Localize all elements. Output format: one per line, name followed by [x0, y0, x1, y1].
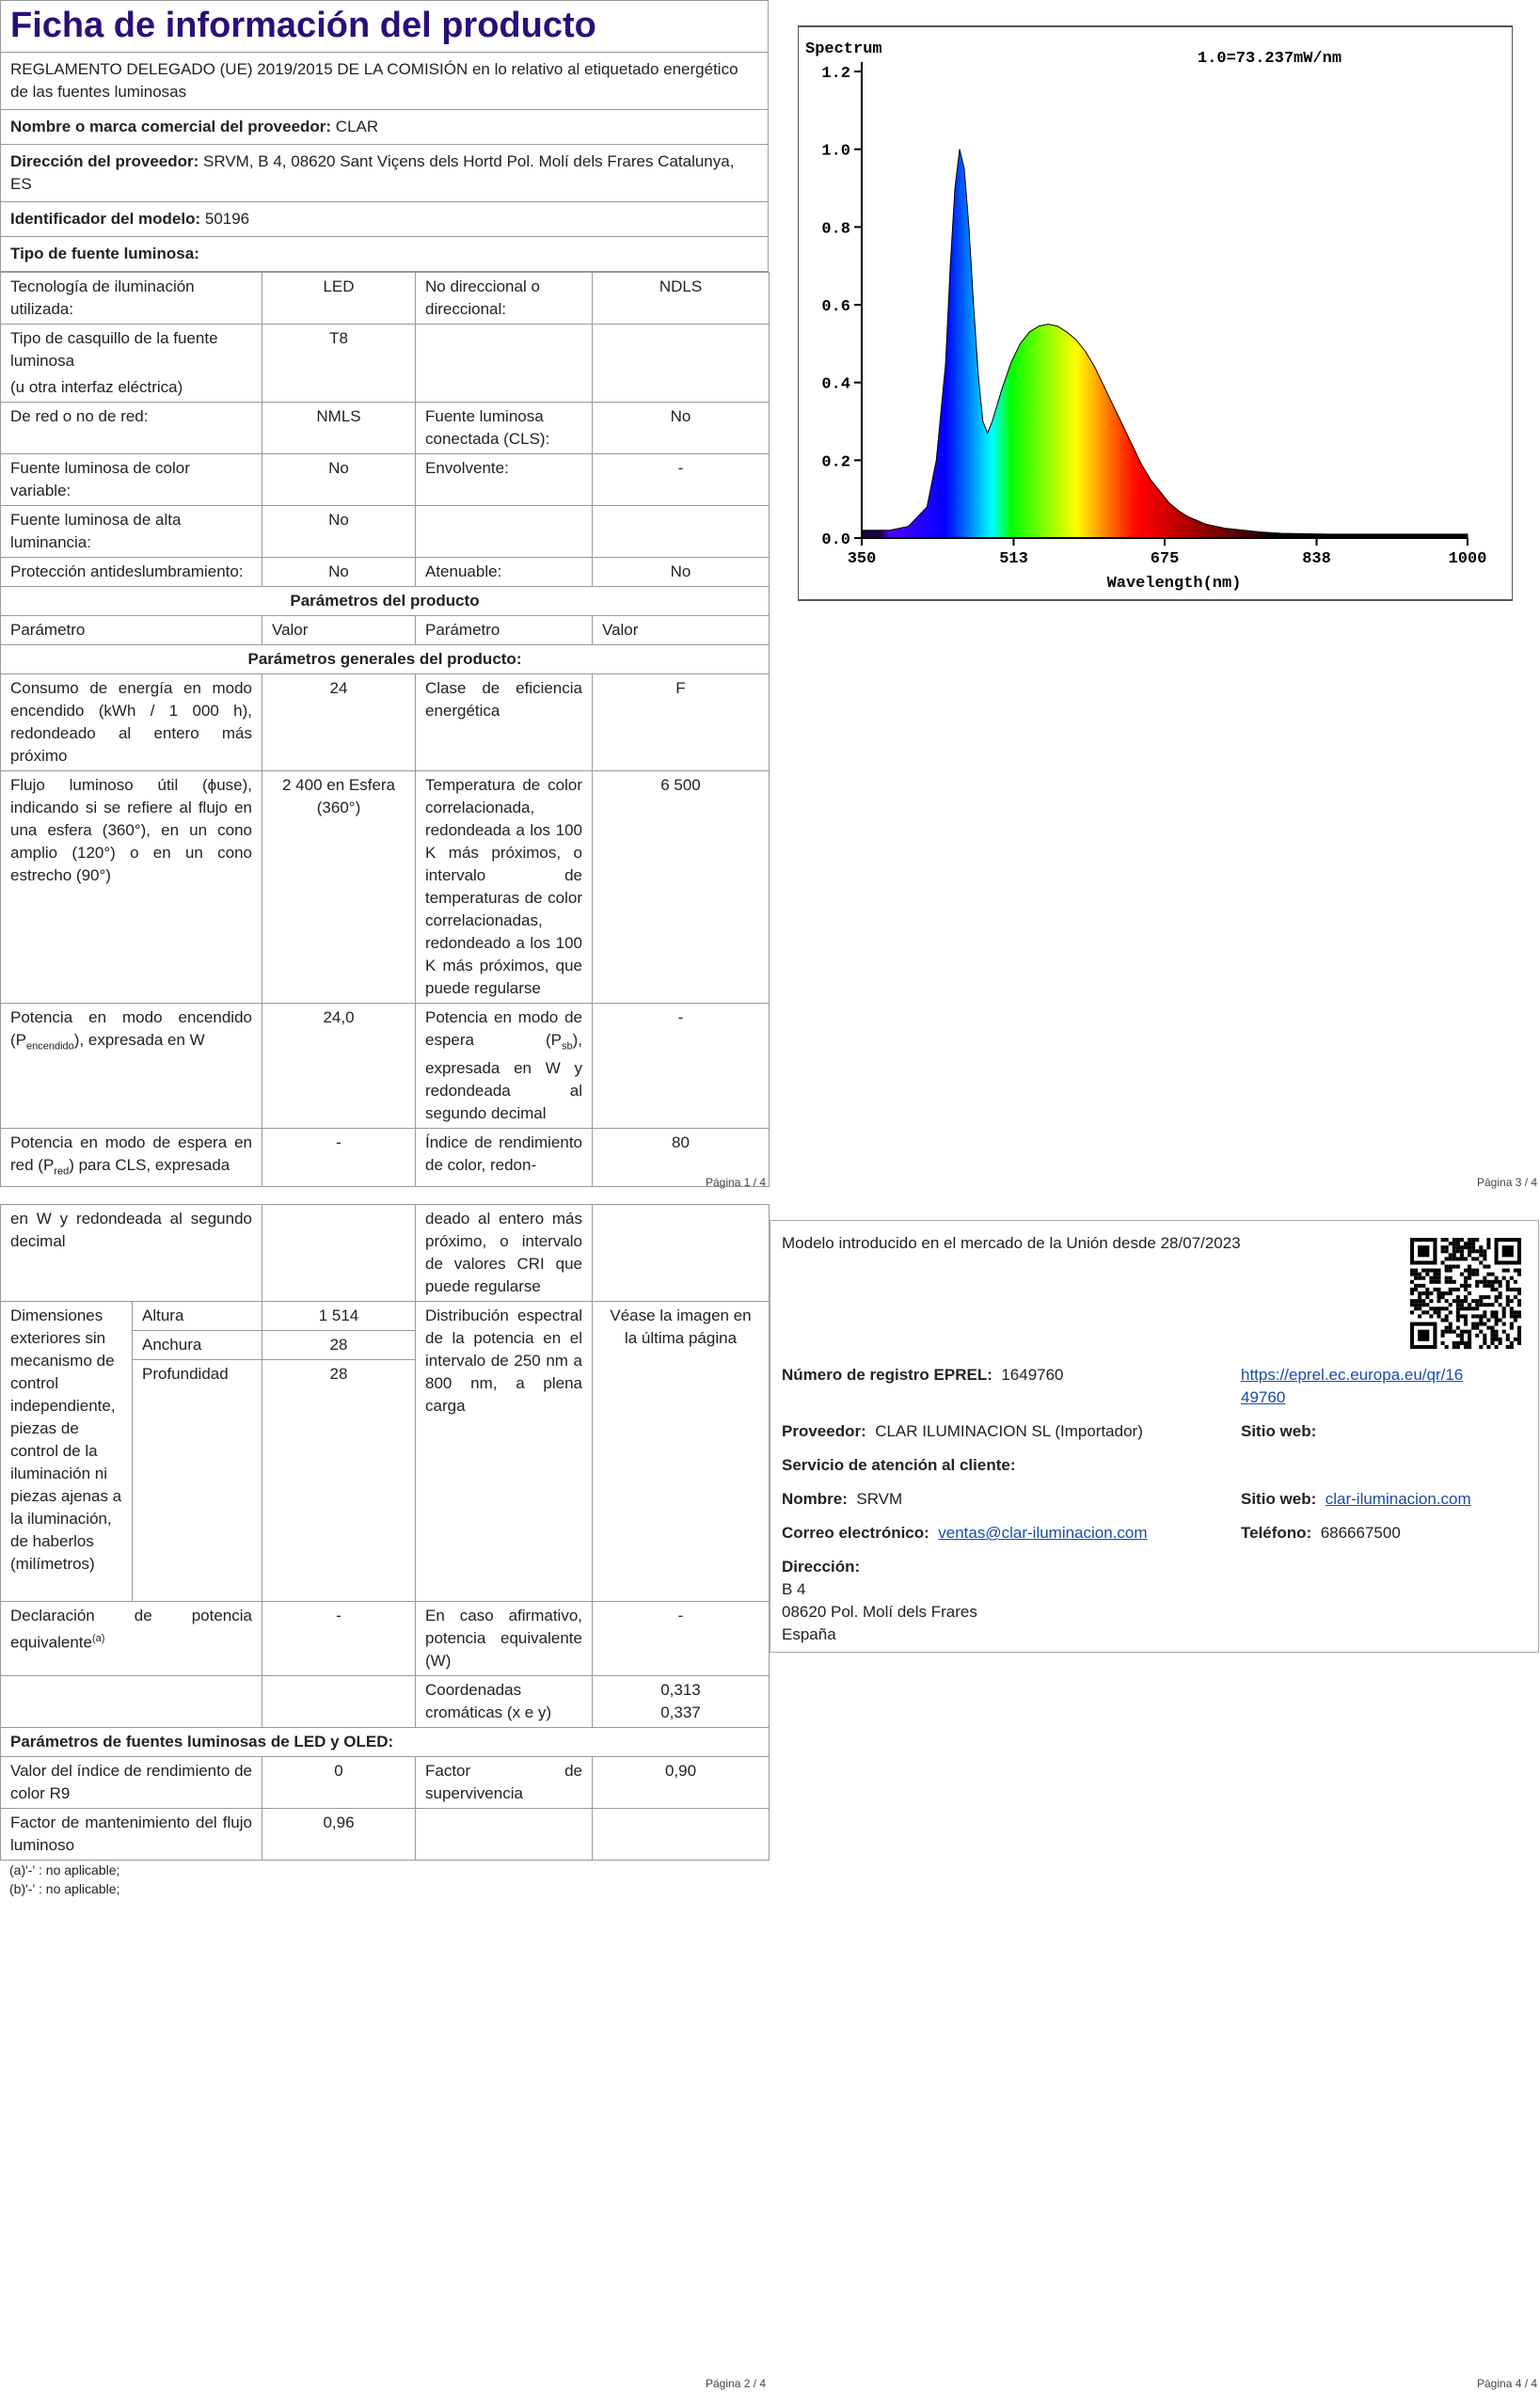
- email-row: Correo electrónico: ventas@clar-iluminacion.com: [782, 1524, 1148, 1542]
- cell-label: Envolvente:: [416, 454, 593, 506]
- cell-label: Potencia en modo de espera $(P_{sb})$, expresada en W y redondeada al segundo decimal: [416, 1004, 593, 1129]
- depth-label: Profundidad: [133, 1360, 262, 1602]
- table-row: [1, 1757, 770, 1809]
- table-row: [1, 674, 770, 771]
- provider-web-label: Sitio web:: [1241, 1422, 1317, 1440]
- cell-label: Atenuable:: [416, 558, 593, 587]
- cell-value: No: [262, 558, 416, 587]
- eprel-link[interactable]: https://eprel.ec.europa.eu/qr/16 49760: [1241, 1366, 1464, 1406]
- table-row: [1, 558, 770, 587]
- table-row: [1, 1205, 770, 1302]
- cell-label: Potencia en modo encendido $(P_{encendido})$, expresada en W: [1, 1004, 262, 1129]
- cell-value: [593, 1205, 770, 1302]
- table-row: [1, 325, 770, 403]
- cell-label: Dimensiones exteriores sin mecanismo de control independiente, piezas de control de la iluminación ni piezas ajenas a la iluminación, de haberlos (milímetros): [1, 1302, 133, 1602]
- spectrum-chart-svg: [798, 23, 1513, 606]
- cell-value: [593, 506, 770, 558]
- cell-label: [416, 325, 593, 403]
- cell-value: 2 400 en Esfera (360°): [262, 771, 416, 1004]
- table-row: [1, 454, 770, 506]
- table-row: [1, 1129, 770, 1186]
- table-row: [1, 403, 770, 454]
- table-row: [1, 506, 770, 558]
- cell-value: 24,0: [262, 1004, 416, 1129]
- contact-name-row: Nombre: SRVM: [782, 1490, 903, 1508]
- height-value: 1 514: [262, 1302, 416, 1331]
- cell-label: Fuente luminosa de alta luminancia:: [1, 506, 262, 558]
- source-type-heading: Tipo de fuente luminosa:: [0, 237, 769, 272]
- model-label: Identificador del modelo:: [10, 210, 201, 228]
- cell-label: Protección antideslumbramiento:: [1, 558, 262, 587]
- source-type-table: [0, 272, 770, 1187]
- cell-value: 0,96: [262, 1809, 416, 1861]
- cell-label: Distribución espectral de la potencia en el intervalo de 250 nm a 800 nm, a plena carga: [416, 1302, 593, 1602]
- cell-label: Temperatura de color correlacionada, redondeada a los 100 K más próximos, o intervalo de temperaturas de color correlacionadas, redondeado a los 100 K más próximos, que puede regularse: [416, 771, 593, 1004]
- cell-label: Potencia en modo de espera en red $(P_{red})$ para CLS, expresada: [1, 1129, 262, 1186]
- col-header-value: Valor: [593, 616, 770, 645]
- spectrum-chart: [798, 23, 1513, 606]
- table-row: [1, 1809, 770, 1861]
- address-value: SRVM, B 4, 08620 Sant Viçens dels Hortd Pol. Molí dels Frares Catalunya, ES: [10, 152, 735, 193]
- product-params-heading: Parámetros del producto: [1, 587, 770, 616]
- cell-value: 80: [593, 1129, 770, 1186]
- x-tick-label: 1000: [1448, 550, 1487, 568]
- cell-value: -: [593, 454, 770, 506]
- page-number: Página 1 / 4: [706, 1176, 767, 1189]
- table-row: [1, 1302, 770, 1331]
- qr-code-icon[interactable]: [1410, 1238, 1521, 1349]
- general-params-heading: Parámetros generales del producto:: [1, 645, 770, 674]
- address-row: [0, 145, 769, 202]
- cell-value: -: [593, 1004, 770, 1129]
- market-date-text: Modelo introducido en el mercado de la Unión desde 28/07/2023: [782, 1234, 1241, 1252]
- contact-web-row: Sitio web: clar-iluminacion.com: [1241, 1490, 1471, 1508]
- footnote-b: (b)'-' : no aplicable;: [9, 1881, 120, 1896]
- cell-value: No: [593, 558, 770, 587]
- chart-title: Spectrum: [805, 40, 882, 58]
- page-number: Página 3 / 4: [1477, 1176, 1538, 1189]
- cell-label: Valor del índice de rendimiento de color R9: [1, 1757, 262, 1809]
- page-2: [0, 1204, 769, 1896]
- cell-label: Tipo de casquillo de la fuente luminosa (u otra interfaz eléctrica): [1, 325, 262, 403]
- cell-label: De red o no de red:: [1, 403, 262, 454]
- page-number: Página 4 / 4: [1477, 2377, 1538, 2390]
- table-row: [1, 273, 770, 325]
- depth-value: 28: [262, 1360, 416, 1602]
- email-link[interactable]: ventas@clar-iluminacion.com: [938, 1524, 1148, 1542]
- cell-label: Coordenadas cromáticas (x e y): [416, 1676, 593, 1728]
- x-axis-label: Wavelength(nm): [1106, 575, 1242, 593]
- cell-value: -: [262, 1602, 416, 1676]
- cell-label: No direccional o direccional:: [416, 273, 593, 325]
- cell-value: NDLS: [593, 273, 770, 325]
- col-header-value: Valor: [262, 616, 416, 645]
- phone-row: Teléfono: 686667500: [1241, 1524, 1401, 1542]
- eprel-row: Número de registro EPREL: 1649760: [782, 1366, 1064, 1384]
- cell-value: [593, 325, 770, 403]
- page-title: Ficha de información del producto: [10, 6, 596, 45]
- x-tick-label: 513: [999, 550, 1028, 568]
- provider-row: Proveedor: CLAR ILUMINACION SL (Importador): [782, 1422, 1143, 1440]
- footnote-a: (a)'-' : no aplicable;: [9, 1862, 120, 1877]
- y-tick-label: 0.4: [821, 375, 850, 394]
- cell-label: en W y redondeada al segundo decimal: [1, 1205, 262, 1302]
- address-block: Dirección: B 4 08620 Pol. Molí dels Frares España: [782, 1558, 977, 1643]
- supplier-value: CLAR: [335, 118, 379, 135]
- x-tick-label: 675: [1150, 550, 1180, 568]
- table-row: [1, 1602, 770, 1676]
- cell-value: NMLS: [262, 403, 416, 454]
- cell-label: Declaración de potencia equivalente$^{(a)}$: [1, 1602, 262, 1676]
- cell-value: 24: [262, 674, 416, 771]
- width-label: Anchura: [133, 1331, 262, 1360]
- cell-label: deado al entero más próximo, o intervalo de valores CRI que puede regularse: [416, 1205, 593, 1302]
- chart-annotation: 1.0=73.237mW/nm: [1198, 50, 1342, 68]
- y-tick-label: 0.2: [821, 453, 850, 472]
- cell-label: Clase de eficiencia energética: [416, 674, 593, 771]
- cell-value: Véase la imagen en la última página: [593, 1302, 770, 1602]
- website-link[interactable]: clar-iluminacion.com: [1325, 1490, 1471, 1508]
- x-tick-label: 838: [1302, 550, 1331, 568]
- cell-value: No: [262, 454, 416, 506]
- y-tick-label: 0.6: [821, 298, 850, 316]
- x-tick-label: 350: [847, 550, 877, 568]
- supplier-label: Nombre o marca comercial del proveedor:: [10, 118, 332, 135]
- table-header-row: [1, 616, 770, 645]
- cell-value: No: [593, 403, 770, 454]
- address-label: Dirección del proveedor:: [10, 152, 199, 170]
- cell-label: Factor de supervivencia: [416, 1757, 593, 1809]
- cell-value: [262, 1205, 416, 1302]
- cell-value: T8: [262, 325, 416, 403]
- page-number: Página 2 / 4: [706, 2377, 767, 2390]
- table-row: [1, 1004, 770, 1129]
- led-params-heading: Parámetros de fuentes luminosas de LED y OLED:: [1, 1728, 770, 1757]
- col-header-param: Parámetro: [416, 616, 593, 645]
- cell-label: Consumo de energía en modo encendido (kWh / 1 000 h), redondeado al entero más próximo: [1, 674, 262, 771]
- cell-label: [416, 506, 593, 558]
- y-tick-label: 1.2: [821, 65, 850, 83]
- cell-value: No: [262, 506, 416, 558]
- cell-label: Flujo luminoso útil (ϕuse), indicando si se refiere al flujo en una esfera (360°), en un cono amplio (120°) o en un cono estrecho (90°): [1, 771, 262, 1004]
- cell-label: Índice de rendimiento de color, redon-: [416, 1129, 593, 1186]
- y-tick-label: 1.0: [821, 142, 850, 161]
- cell-value: LED: [262, 273, 416, 325]
- cell-label: En caso afirmativo, potencia equivalente (W): [416, 1602, 593, 1676]
- regulation-text: REGLAMENTO DELEGADO (UE) 2019/2015 DE LA COMISIÓN en lo relativo al etiquetado energético de las fuentes luminosas: [0, 53, 769, 110]
- table-row: [1, 771, 770, 1004]
- width-value: 28: [262, 1331, 416, 1360]
- supplier-row: [0, 110, 769, 145]
- cell-label: Tecnología de iluminación utilizada:: [1, 273, 262, 325]
- cell-value: -: [593, 1602, 770, 1676]
- page-1: [0, 0, 769, 1178]
- y-tick-label: 0.8: [821, 220, 850, 239]
- cell-value: F: [593, 674, 770, 771]
- params-table-continued: [0, 1204, 770, 1861]
- model-value: 50196: [204, 210, 250, 228]
- cell-value: -: [262, 1129, 416, 1186]
- cell-label: Factor de mantenimiento del flujo luminoso: [1, 1809, 262, 1861]
- eprel-number: 1649760: [1001, 1366, 1064, 1384]
- customer-service-heading: Servicio de atención al cliente:: [782, 1456, 1016, 1474]
- cell-label: Fuente luminosa de color variable:: [1, 454, 262, 506]
- model-row: [0, 202, 769, 237]
- cell-value: 0: [262, 1757, 416, 1809]
- col-header-param: Parámetro: [1, 616, 262, 645]
- cell-label: Fuente luminosa conectada (CLS):: [416, 403, 593, 454]
- height-label: Altura: [133, 1302, 262, 1331]
- cell-value: 0,90: [593, 1757, 770, 1809]
- eprel-info-box: [770, 1220, 1539, 1653]
- cell-value: 6 500: [593, 771, 770, 1004]
- cell-value: 0,313 0,337: [593, 1676, 770, 1728]
- y-tick-label: 0.0: [821, 531, 850, 549]
- table-row: [1, 1676, 770, 1728]
